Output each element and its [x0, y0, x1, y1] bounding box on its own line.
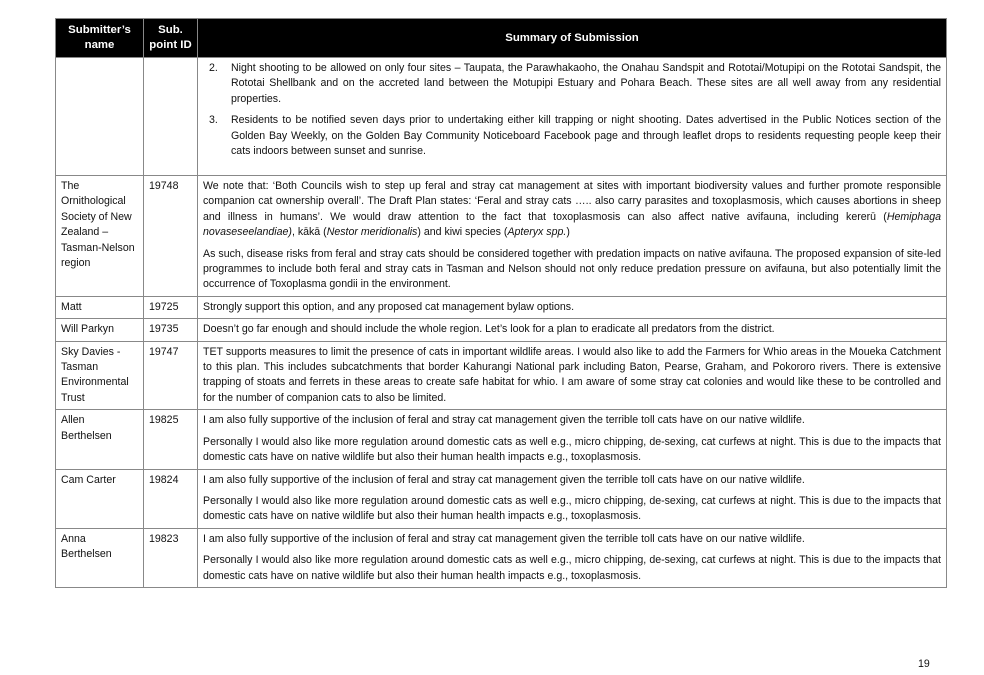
summary-paragraph: I am also fully supportive of the inclusion of feral and stray cat management given the terrible toll cats have on our native wildlife.: [203, 414, 805, 427]
summary-paragraph: Personally I would also like more regulation around domestic cats as well e.g., micro chipping, de-sexing, cat curfews at night. This is due to the impacts that domestic cats have on native wildlife but also their human health impacts e.g., toxoplasmosis.: [203, 554, 941, 582]
table-row: [56, 410, 947, 469]
item-number: 2.: [209, 62, 218, 74]
submitter-name: Matt: [56, 296, 144, 318]
submitter-name: Will Parkyn: [56, 319, 144, 341]
summary-cell: [198, 319, 947, 341]
header-sub-point-id: Sub. point ID: [144, 19, 198, 58]
summary-paragraph: I am also fully supportive of the inclusion of feral and stray cat management given the terrible toll cats have on our native wildlife.: [203, 532, 805, 545]
summary-cell: [198, 296, 947, 318]
cell-id: [144, 58, 198, 176]
table-row: [56, 319, 947, 341]
submitter-name: The Ornithological Society of New Zealand – Tasman-Nelson region: [56, 176, 144, 297]
summary-cell: [198, 341, 947, 410]
summary-paragraph: Strongly support this option, and any proposed cat management bylaw options.: [203, 300, 575, 313]
table-row-continued: [56, 58, 947, 176]
summary-paragraph: We note that: ‘Both Councils wish to step up feral and stray cat management at sites with important biodiversity values and further promote responsible companion cat ownership overall’. The Draft Plan states: ‘Feral and stray cats ….. also carry parasites and toxoplasmosis, which causes abortions in sheep and illness in humans’. We would draw attention to the fact that toxoplasmosis can also affect native avifauna, including kererū (Hemiphaga novaseseelandiae), kākā (Nestor meridionalis) and kiwi species (Apteryx spp.): [203, 180, 941, 239]
submitter-name: Cam Carter: [56, 469, 144, 528]
cell-name: [56, 58, 144, 176]
item-text: Night shooting to be allowed on only four sites – Taupata, the Parawhakaoho, the Onahau Sandspit and Rototai/Motupipi on the Rototai Sandspit, the Rototai Shellbank and on the accreted land between the Motupipi Estuary and Pohara Beach. These sites are all well away from any residential properties.: [231, 62, 941, 105]
submissions-table: [55, 18, 947, 588]
summary-paragraph: As such, disease risks from feral and stray cats should be considered together with predation impacts on native avifauna. The proposed expansion of site-led programmes to include both feral and stray cats in Tasman and Nelson should not only reduce predation pressure on avifauna, but also potentially limit the occurrence of Toxoplasma gondii in the environment.: [203, 247, 941, 291]
item-text: Residents to be notified seven days prior to undertaking either kill trapping or night shooting. Dates advertised in the Public Notices section of the Golden Bay Weekly, on the Golden Bay Community Noticeboard Facebook page and through leaflet drops to residents requesting people keep their cats indoors between sunset and sunrise.: [231, 114, 941, 158]
table-row: [56, 296, 947, 318]
sub-point-id: 19735: [144, 319, 198, 341]
sub-point-id: 19747: [144, 341, 198, 410]
submitter-name: Anna Berthelsen: [56, 528, 144, 587]
sub-point-id: 19725: [144, 296, 198, 318]
summary-paragraph: I am also fully supportive of the inclusion of feral and stray cat management given the terrible toll cats have on our native wildlife.: [203, 473, 805, 486]
header-submitter-name: Submitter’s name: [56, 19, 144, 58]
sub-point-id: 19824: [144, 469, 198, 528]
page-number: 19: [918, 658, 930, 670]
submitter-name: Allen Berthelsen: [56, 410, 144, 469]
sub-point-id: 19748: [144, 176, 198, 297]
table-row: [56, 176, 947, 297]
summary-paragraph: Doesn’t go far enough and should include the whole region. Let’s look for a plan to eradicate all predators from the district.: [203, 323, 775, 336]
numbered-item: [203, 113, 941, 159]
summary-cell: [198, 528, 947, 587]
numbered-item: [203, 61, 941, 107]
table-row: [56, 469, 947, 528]
item-number: 3.: [209, 114, 218, 127]
submitter-name: Sky Davies - Tasman Environmental Trust: [56, 341, 144, 410]
summary-cell: [198, 410, 947, 469]
summary-cell: [198, 469, 947, 528]
header-row: [56, 19, 947, 58]
table-row: [56, 341, 947, 410]
table-row: [56, 528, 947, 587]
summary-paragraph: Personally I would also like more regulation around domestic cats as well e.g., micro chipping, de-sexing, cat curfews at night. This is due to the impacts that domestic cats have on native wildlife but also their human health impacts e.g., toxoplasmosis.: [203, 435, 941, 464]
summary-paragraph: Personally I would also like more regulation around domestic cats as well e.g., micro chipping, de-sexing, cat curfews at night. This is due to the impacts that domestic cats have on native wildlife but also their human health impacts e.g., toxoplasmosis.: [203, 494, 941, 523]
cell-summary: [198, 58, 947, 176]
sub-point-id: 19825: [144, 410, 198, 469]
summary-cell: [198, 176, 947, 297]
sub-point-id: 19823: [144, 528, 198, 587]
summary-paragraph: TET supports measures to limit the presence of cats in important wildlife areas. I would also like to add the Farmers for Whio areas in the Moueka Catchment to this plan. This includes subcatchments that border Kahurangi National park including Baton, Pearse, Graham, and Pokororo rivers. There is extensive trapping of stoats and ferrets in these areas to create safe habitat for whio. I am aware of some stray cat colonies and would like these to be controlled and for the number of companion cats to also be limited.: [203, 345, 941, 404]
header-summary: Summary of Submission: [198, 19, 947, 58]
